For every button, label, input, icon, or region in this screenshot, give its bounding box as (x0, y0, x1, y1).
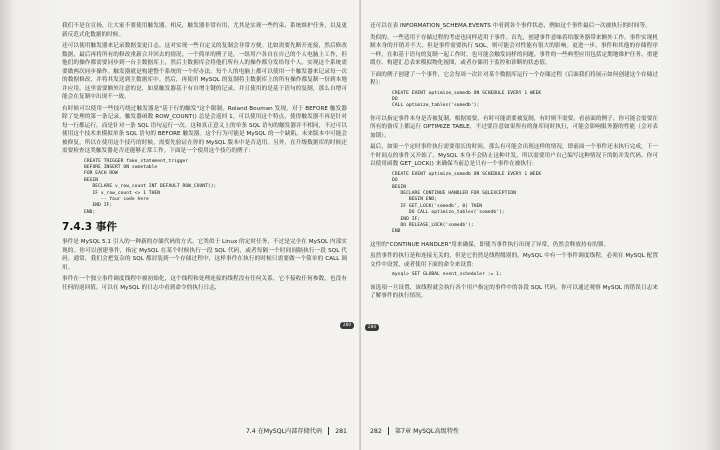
section-title: 事件 (95, 221, 117, 234)
trigger-code-block: CREATE TRIGGER fake_statement_trigger BEFORE INSERT ON sometable FOR EACH ROW BEGIN DECLARE v_row_count INT DEFAULT ROW_COUNT(); IF v_row_count <> 1 THEN -- Your code here END IF; END; (84, 158, 217, 215)
right-paragraph-4: 你可以指定事件本身是否被复制。根据需要，有时可能需要被复制，有时则不需要。看前面的例子，你可能会需要在所有的备库上都运行 OPTIMIZE TABLE，不过要注意如果所有的备库同时执行，可能会影响服务器的性能（会对表加锁）。 (370, 115, 658, 139)
left-margin-marker: 280 (340, 322, 354, 329)
right-page (370, 22, 658, 440)
left-paragraph-5: 事件在一个独立事件调度线程中被初始化，这个线程和处理连接的线程没有任何关系。它不接收任何参数，也没有任何的返回值。可以在 MySQL 的日志中看到命令的执行日志， (62, 276, 347, 291)
left-footer-text: 7.4 在MySQL内部存储代码 (245, 428, 323, 435)
left-paragraph-3: 有时候可以使用一些技巧绕过触发器是"基于行的触发"这个限制。Roland Bouman 发现，对于 BEFORE 触发器除了处理的第一条记录，触发器函数 ROW_COUNT() 总是会返回 1，可以使用这个特点，使得触发器不再是针对每一行都运行，而是针对一条 SQL 语句运行一次。这和真正意义上的单条 SQL 语句的触发器并不相同，不过可以使用这个技术来模拟单条 SQL 语句的 BEFORE 触发器。这个行为可能是 MySQL 的一个缺陷，未来版本中可能会被修复，所以在使用这个技巧的时候，需要先验证在你的 MySQL 版本中是否适用。另外，在升级数据库的时候还需要检查这类触发器是否还能够正常工作。下面是一个使用这个技巧的例子： (62, 105, 347, 154)
footer-divider (328, 427, 329, 435)
left-paragraph-2: 还可以使用触发器来记录数据变更日志。这对实现一些自定义的复制会非常方便。比如需要先断开连接，然后修改数据，最后再将所有的修改重新合并回去的情况。一个简单的例子是，一组用户各自在自己的个人电脑上工作，但他们的操作都需要同步到一台主数据库上，然后主数据库会将他们所有人的操作都分发给每个人。实现这个系统需要做两次同步操作。触发器就是构建整个系统的一个好办法。每个人的电脑上都可以使用一个触发器来记录每一次的数据修改，并将其发送到主数据库中。然后，再使用 MySQL 的复制将主数据库上的所有操作都复制一份到本地并应用。这里需要额外注意的是，如果触发器基于有自增主键的记录，并且使用的是基于语句的复制，那么自增可能会在复制中出现不一致。 (62, 43, 347, 100)
right-paragraph-7: 虽然事件的执行是和连接无关的，但是它仍然是线程级别的。MySQL 中有一个事件调度线程，必须在 MySQL 配置文件中设置，或者使用下面的命令来设置： (370, 253, 658, 268)
left-page-number: 281 (335, 428, 347, 435)
right-paragraph-1: 还可以在表 INFORMATION_SCHEMA.EVENTS 中看到各个事件状态，例如这个事件最后一次被执行的时间等。 (370, 23, 651, 29)
right-paragraph-5: 最后，如果一个定时事件执行需要很长的时间，那么有可能会出现这样的情况，即前面一个事件还未执行完成，下一个时间点的事件又开始了。MySQL 本身不会防止这种并发，所以需要用户自己编写这种情况下的防并发代码。你可以使用函数 GET_LOCK() 来确保当前总是只有一个事件在被执行： (370, 144, 658, 168)
book-spine (359, 0, 361, 450)
right-margin-marker: 280 (365, 324, 379, 331)
right-page-number: 282 (370, 428, 382, 435)
left-paragraph-1: 我们不是在宣扬，让大家不要使用触发器。相反，触发器非常有用，尤其是实现一些约束、系统维护任务，以及更新反范式化数据的时候。 (62, 23, 347, 38)
right-footer-text: 第7章 MySQL高级特性 (394, 428, 460, 435)
event-code-block-2: CREATE EVENT optimize_somedb ON SCHEDULE EVERY 1 WEEK DO BEGIN DECLARE CONTINUE HANDLER FOR SQLEXCEPTION BEGIN END; IF GET_LOCK('somedb', 0) THEN DO CALL optimize_tables('somedb'); END IF; DO RELEASE_LOCK('somedb'); END (392, 171, 542, 235)
right-paragraph-8: 该选项一旦设置，该线程就会执行各个用户指定的事件中的各段 SQL 代码。你可以通过观察 MySQL 的错误日志来了解事件的执行情况。 (370, 284, 658, 300)
section-number: 7.4.3 (62, 221, 93, 234)
right-footer (370, 427, 658, 436)
footer-divider (388, 427, 389, 435)
right-paragraph-3: 下面的例子创建了一个事件，它会每周一次针对某个数据库运行一个存储过程（后面我们将展示如何创建这个存储过程）： (370, 71, 658, 86)
left-page (62, 22, 347, 440)
section-heading (62, 221, 347, 234)
event-code-block-1: CREATE EVENT optimize_somedb ON SCHEDULE EVERY 1 WEEK DO CALL optimize_tables('somedb'); (392, 90, 542, 109)
right-paragraph-6: 这里的"CONTINUE HANDLER"用来确保，即使当事件执行出现了异常，仍然会释放持有的锁。 (370, 241, 610, 248)
event-scheduler-command: mysql> SET GLOBAL event_scheduler := 1; (392, 272, 502, 278)
left-footer (62, 427, 347, 436)
right-paragraph-2: 类似的，一些适用于存储过程的考虑也同样适用于事件。首先，创建事件意味着给服务器带来额外工作。事件实现机制本身的开销并不大，但是事件需要执行 SQL，则可能会对性能有很大的影响。更进一步，事件和其他的存储程序一样，在和基于语句的复制一起工作时，也可能会触发同样的问题。事件的一些典型应用包括定期地维护任务、重建缓存、构建汇总表来模拟物化视图，或者存储用于监控和诊断的状态值。 (370, 34, 658, 66)
left-paragraph-4: 事件是 MySQL 5.1 引入的一种新的存储代码的方式。它类似于 Linux 的定时任务，不过是完全在 MySQL 内部实现的。你可以创建事件，指定 MySQL 在某个时候执行一段 SQL 代码，或者每隔一个时间间隔执行一段 SQL 代码。通常，我们会把复杂的 SQL 都封装到一个存储过程中，这样事件在执行的时候只需要做一个简单的 CALL 调用。 (62, 239, 347, 271)
